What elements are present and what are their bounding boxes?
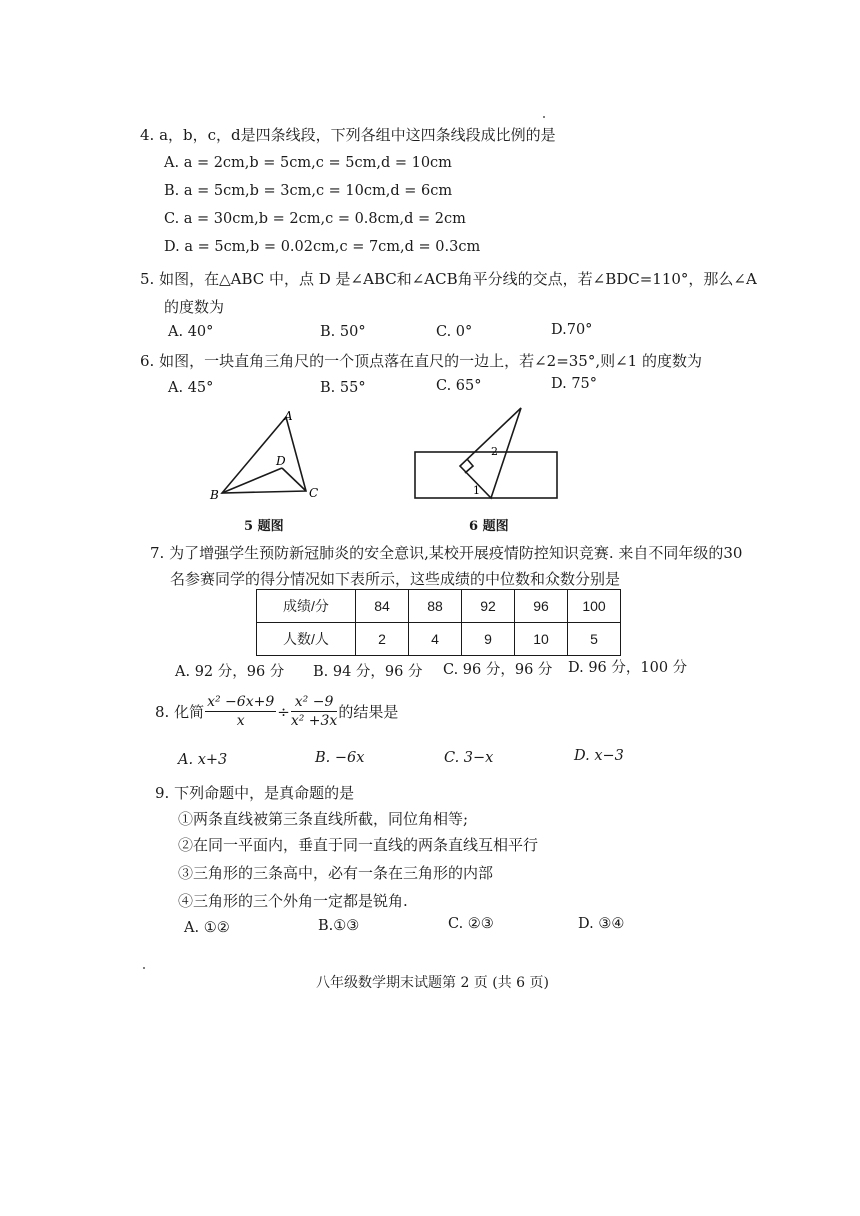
q6-option-d: D. 75° xyxy=(551,376,598,392)
q9-option-a: A. ①② xyxy=(184,920,230,936)
q5-option-a: A. 40° xyxy=(168,324,214,340)
q7-option-b: B. 94 分，96 分 xyxy=(313,664,423,680)
fig6-label-2: 2 xyxy=(491,445,498,458)
table-cell: 92 xyxy=(462,590,515,623)
q5-option-b: B. 50° xyxy=(320,324,366,340)
table-header-score: 成绩/分 xyxy=(257,590,356,623)
q7-stem-line2: 名参赛同学的得分情况如下表所示，这些成绩的中位数和众数分别是 xyxy=(170,570,621,588)
q8-divide-sign: ÷ xyxy=(277,702,290,721)
q9-statement-3: ③三角形的三条高中，必有一条在三角形的内部 xyxy=(178,864,494,882)
q8-frac2-numerator: x² −9 xyxy=(291,694,338,712)
table-row xyxy=(257,590,621,623)
q9-statement-4: ④三角形的三个外角一定都是锐角. xyxy=(178,892,408,910)
q5-stem-line1: 5. 如图，在△ABC 中，点 D 是∠ABC和∠ACB角平分线的交点，若∠BDC=110°，那么∠A xyxy=(140,270,757,288)
q5-option-c: C. 0° xyxy=(436,324,473,340)
q7-stem-line1: 7. 为了增强学生预防新冠肺炎的安全意识,某校开展疫情防控知识竞赛. 来自不同年级的30 xyxy=(150,544,743,562)
q7-option-c: C. 96 分，96 分 xyxy=(443,662,553,678)
q4-option-c: C. a = 30cm,b = 2cm,c = 0.8cm,d = 2cm xyxy=(164,211,466,227)
table-header-count: 人数/人 xyxy=(257,623,356,656)
q9-statement-1: ①两条直线被第三条直线所截，同位角相等; xyxy=(178,810,469,828)
scan-speck xyxy=(543,116,545,118)
q6-stem: 6. 如图，一块直角三角尺的一个顶点落在直尺的一边上，若∠2=35°,则∠1 的度数为 xyxy=(140,352,702,370)
q4-option-b: B. a = 5cm,b = 3cm,c = 10cm,d = 6cm xyxy=(164,183,453,199)
page-footer: 八年级数学期末试题第 2 页 (共 6 页) xyxy=(316,975,549,991)
table-cell: 9 xyxy=(462,623,515,656)
q7-option-d: D. 96 分，100 分 xyxy=(568,660,688,676)
table-row xyxy=(257,623,621,656)
q8-stem xyxy=(155,694,398,729)
q9-option-d: D. ③④ xyxy=(578,916,625,932)
fig5-caption: 5 题图 xyxy=(244,519,284,534)
q8-frac1-numerator: x² −6x+9 xyxy=(207,694,275,710)
q5-option-d: D.70° xyxy=(551,322,593,338)
q9-statement-2: ②在同一平面内，垂直于同一直线的两条直线互相平行 xyxy=(178,836,539,854)
q8-fraction-1 xyxy=(205,694,276,729)
q8-option-d: D. x−3 xyxy=(574,748,624,764)
q4-option-d: D. a = 5cm,b = 0.02cm,c = 7cm,d = 0.3cm xyxy=(164,239,481,255)
q6-option-b: B. 55° xyxy=(320,380,366,396)
q9-option-b: B.①③ xyxy=(318,918,360,934)
fig5-label-c: C xyxy=(309,486,319,500)
q7-option-a: A. 92 分，96 分 xyxy=(175,664,285,680)
fig5-label-a: A xyxy=(284,409,293,423)
q8-option-a: A. x+3 xyxy=(178,752,228,768)
q4-option-a: A. a = 2cm,b = 5cm,c = 5cm,d = 10cm xyxy=(164,155,452,171)
q8-frac2-denominator: x² +3x xyxy=(290,713,338,729)
q9-option-c: C. ②③ xyxy=(448,916,494,932)
q4-stem: 4. a，b，c，d是四条线段，下列各组中这四条线段成比例的是 xyxy=(140,126,556,144)
fig6-label-1: 1 xyxy=(473,484,480,497)
q6-option-a: A. 45° xyxy=(168,380,214,396)
table-cell: 100 xyxy=(568,590,621,623)
table-cell: 84 xyxy=(356,590,409,623)
table-cell: 4 xyxy=(409,623,462,656)
q8-prefix: 8. 化简 xyxy=(155,703,205,721)
q8-option-c: C. 3−x xyxy=(444,750,494,766)
q8-frac1-denominator: x xyxy=(236,713,245,729)
table-cell: 10 xyxy=(515,623,568,656)
fig5-label-b: B xyxy=(210,488,219,502)
q6-option-c: C. 65° xyxy=(436,378,482,394)
score-table xyxy=(256,589,621,656)
table-cell: 88 xyxy=(409,590,462,623)
q8-option-b: B. −6x xyxy=(315,750,365,766)
table-cell: 96 xyxy=(515,590,568,623)
fig6-caption: 6 题图 xyxy=(469,519,509,534)
figure-6-ruler-triangle xyxy=(405,405,570,505)
q5-stem-line2: 的度数为 xyxy=(164,298,225,316)
figure-5-triangle xyxy=(200,405,340,510)
q9-stem: 9. 下列命题中，是真命题的是 xyxy=(155,784,355,802)
q8-suffix: 的结果是 xyxy=(338,703,399,721)
q8-fraction-2 xyxy=(291,694,338,729)
table-cell: 5 xyxy=(568,623,621,656)
fig5-label-d: D xyxy=(276,454,286,468)
scan-speck xyxy=(143,967,145,969)
table-cell: 2 xyxy=(356,623,409,656)
